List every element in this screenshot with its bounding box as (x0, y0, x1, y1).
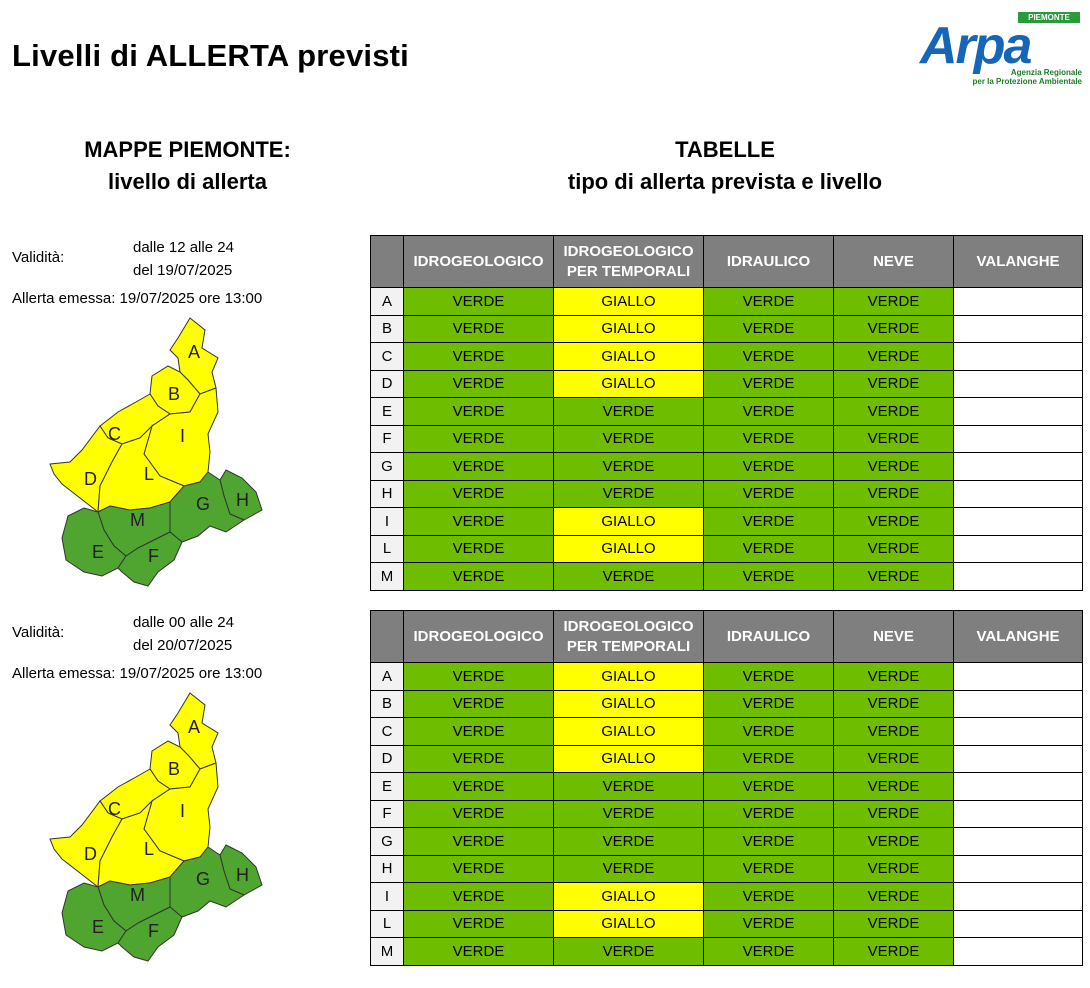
alert-level-cell: VERDE (404, 855, 554, 883)
alert-level-cell: VERDE (834, 453, 954, 481)
map-zone-label: A (188, 717, 201, 737)
alert-level-cell (954, 288, 1083, 316)
alert-level-cell (954, 773, 1083, 801)
alert-level-cell: VERDE (404, 773, 554, 801)
alert-level-cell (954, 910, 1083, 938)
alert-level-cell: VERDE (704, 508, 834, 536)
alert-level-cell (954, 480, 1083, 508)
alert-level-cell: VERDE (834, 883, 954, 911)
alert-level-cell: VERDE (404, 508, 554, 536)
map-zone-label: E (92, 542, 105, 562)
logo-tagline-1: Agenzia Regionale (1010, 68, 1082, 77)
logo-wordmark: Arpa (920, 17, 1031, 75)
alert-level-cell: VERDE (834, 828, 954, 856)
alert-level-cell: VERDE (704, 425, 834, 453)
zone-label: F (371, 425, 404, 453)
alert-level-cell: VERDE (404, 343, 554, 371)
zone-label: L (371, 910, 404, 938)
alert-level-cell: VERDE (404, 800, 554, 828)
map-zone-label: L (144, 464, 155, 484)
map-zone-label: I (180, 426, 186, 446)
alert-level-cell: GIALLO (554, 910, 704, 938)
piemonte-map-day1 (40, 310, 270, 590)
zone-label: A (371, 288, 404, 316)
validity-range-day2 (133, 611, 234, 657)
zone-label: H (371, 480, 404, 508)
table-row (371, 288, 1083, 316)
alert-level-cell: VERDE (834, 800, 954, 828)
logo-badge: PIEMONTE (1018, 12, 1080, 23)
map-zone-label: A (188, 342, 201, 362)
zone-label: E (371, 773, 404, 801)
alert-level-cell: VERDE (834, 910, 954, 938)
alert-level-cell: VERDE (704, 288, 834, 316)
table-row (371, 855, 1083, 883)
alert-level-cell (954, 343, 1083, 371)
alert-level-cell: VERDE (834, 425, 954, 453)
zone-label: D (371, 745, 404, 773)
alert-level-cell: GIALLO (554, 315, 704, 343)
alert-level-cell: VERDE (554, 938, 704, 966)
alert-level-cell (954, 883, 1083, 911)
table-row (371, 508, 1083, 536)
alert-level-cell: VERDE (404, 718, 554, 746)
map-zone-label: G (196, 869, 211, 889)
map-zone-label: D (84, 844, 97, 864)
table-row (371, 663, 1083, 691)
alert-level-cell: VERDE (704, 563, 834, 591)
alert-level-cell: VERDE (554, 800, 704, 828)
alert-level-cell: VERDE (704, 718, 834, 746)
zone-label: F (371, 800, 404, 828)
zone-label: L (371, 535, 404, 563)
map-zone-label: D (84, 469, 97, 489)
zone-label: C (371, 718, 404, 746)
page-title: Livelli di ALLERTA previsti (12, 38, 409, 73)
tables-header-line2: tipo di allerta prevista e livello (567, 169, 883, 194)
maps-header-line2: livello di allerta (108, 169, 267, 194)
alert-level-cell: VERDE (554, 563, 704, 591)
alert-level-cell (954, 690, 1083, 718)
alert-level-cell: VERDE (834, 508, 954, 536)
alert-level-cell: GIALLO (554, 535, 704, 563)
alert-level-cell: VERDE (554, 480, 704, 508)
column-header: NEVE (834, 611, 954, 663)
alert-level-cell: VERDE (704, 370, 834, 398)
table-row (371, 370, 1083, 398)
map-zone-label: C (108, 799, 121, 819)
alert-level-cell: VERDE (404, 828, 554, 856)
alert-level-cell (954, 938, 1083, 966)
zone-label: I (371, 508, 404, 536)
column-header: NEVE (834, 236, 954, 288)
alert-level-cell: VERDE (704, 828, 834, 856)
alert-level-cell: GIALLO (554, 343, 704, 371)
alert-level-cell (954, 370, 1083, 398)
alert-level-cell (954, 563, 1083, 591)
alert-level-cell: VERDE (404, 453, 554, 481)
zone-label: E (371, 398, 404, 426)
map-zone-label: L (144, 839, 155, 859)
alert-level-cell: GIALLO (554, 288, 704, 316)
alert-level-cell: VERDE (834, 938, 954, 966)
column-header: IDROGEOLOGICO (404, 611, 554, 663)
emitted-day2: Allerta emessa: 19/07/2025 ore 13:00 (12, 665, 263, 682)
alert-level-cell: VERDE (554, 855, 704, 883)
alert-level-cell: VERDE (404, 663, 554, 691)
alert-level-cell: VERDE (404, 938, 554, 966)
table-row (371, 315, 1083, 343)
zone-label: I (371, 883, 404, 911)
alert-level-cell: GIALLO (554, 883, 704, 911)
map-zone-label: M (130, 885, 145, 905)
column-header: IDROGEOLOGICO PER TEMPORALI (554, 611, 704, 663)
alert-level-cell (954, 398, 1083, 426)
table-row (371, 800, 1083, 828)
column-header: IDROGEOLOGICO PER TEMPORALI (554, 236, 704, 288)
table-row (371, 398, 1083, 426)
map-zone-label: G (196, 494, 211, 514)
table-row (371, 773, 1083, 801)
zone-label: M (371, 938, 404, 966)
alert-level-cell: VERDE (834, 855, 954, 883)
alert-level-cell: VERDE (404, 288, 554, 316)
alert-level-cell: VERDE (704, 800, 834, 828)
alert-level-cell: GIALLO (554, 508, 704, 536)
validity-line1-day2: dalle 00 alle 24 (133, 614, 234, 631)
alert-table-day2 (370, 610, 1083, 966)
alert-level-cell: VERDE (704, 343, 834, 371)
zone-label: A (371, 663, 404, 691)
alert-level-cell: VERDE (704, 855, 834, 883)
column-header: IDROGEOLOGICO (404, 236, 554, 288)
alert-level-cell: VERDE (834, 480, 954, 508)
alert-level-cell: VERDE (834, 718, 954, 746)
zone-label: G (371, 453, 404, 481)
column-header: VALANGHE (954, 236, 1083, 288)
tables-header (420, 134, 1030, 198)
map-zone-label: H (236, 865, 249, 885)
alert-level-cell: VERDE (704, 883, 834, 911)
alert-level-cell: VERDE (404, 563, 554, 591)
alert-level-cell: VERDE (704, 315, 834, 343)
column-header: IDRAULICO (704, 611, 834, 663)
map-zone-label: M (130, 510, 145, 530)
alert-level-cell: VERDE (704, 910, 834, 938)
alert-level-cell: VERDE (834, 288, 954, 316)
alert-level-cell: GIALLO (554, 690, 704, 718)
column-header: IDRAULICO (704, 236, 834, 288)
table-row (371, 690, 1083, 718)
alert-level-cell: VERDE (554, 453, 704, 481)
column-header: VALANGHE (954, 611, 1083, 663)
table-row (371, 343, 1083, 371)
map-zone-label: C (108, 424, 121, 444)
alert-level-cell (954, 663, 1083, 691)
map-zone-label: E (92, 917, 105, 937)
validity-line2-day1: del 19/07/2025 (133, 262, 233, 279)
zone-label: G (371, 828, 404, 856)
zone-label: B (371, 690, 404, 718)
validity-label-day1: Validità: (12, 249, 65, 266)
table-row (371, 563, 1083, 591)
zone-label: H (371, 855, 404, 883)
zone-header-cell (371, 236, 404, 288)
alert-level-cell: VERDE (704, 535, 834, 563)
alert-level-cell: VERDE (834, 563, 954, 591)
validity-label-day2: Validità: (12, 624, 65, 641)
validity-range-day1 (133, 236, 234, 282)
map-zone-label: H (236, 490, 249, 510)
map-zone-label: F (148, 921, 159, 941)
alert-level-cell (954, 828, 1083, 856)
maps-header (30, 134, 345, 198)
logo-tagline-2: per la Protezione Ambientale (972, 77, 1082, 86)
alert-table-day1 (370, 235, 1083, 591)
alert-level-cell: GIALLO (554, 745, 704, 773)
map-zone-label: I (180, 801, 186, 821)
piemonte-map-day2 (40, 685, 270, 965)
table-row (371, 938, 1083, 966)
maps-header-line1: MAPPE PIEMONTE: (84, 137, 291, 162)
alert-level-cell: VERDE (554, 773, 704, 801)
alert-level-cell: GIALLO (554, 370, 704, 398)
alert-level-cell: VERDE (704, 938, 834, 966)
alert-level-cell: VERDE (704, 745, 834, 773)
alert-level-cell: VERDE (704, 690, 834, 718)
alert-level-cell: VERDE (404, 910, 554, 938)
validity-line1-day1: dalle 12 alle 24 (133, 239, 234, 256)
alert-level-cell: VERDE (834, 315, 954, 343)
alert-level-cell (954, 453, 1083, 481)
alert-level-cell: VERDE (834, 370, 954, 398)
alert-level-cell: VERDE (404, 425, 554, 453)
alert-level-cell (954, 508, 1083, 536)
zone-label: M (371, 563, 404, 591)
table-row (371, 453, 1083, 481)
zone-label: D (371, 370, 404, 398)
table-row (371, 883, 1083, 911)
alert-level-cell: VERDE (834, 745, 954, 773)
alert-level-cell: GIALLO (554, 663, 704, 691)
alert-level-cell: VERDE (404, 480, 554, 508)
alert-level-cell: VERDE (704, 480, 834, 508)
zone-header-cell (371, 611, 404, 663)
alert-level-cell: VERDE (704, 663, 834, 691)
alert-level-cell: VERDE (404, 883, 554, 911)
tables-header-line1: TABELLE (675, 137, 775, 162)
alert-level-cell: VERDE (404, 535, 554, 563)
zone-label: B (371, 315, 404, 343)
alert-level-cell: VERDE (704, 773, 834, 801)
table-row (371, 480, 1083, 508)
arpa-logo (920, 10, 1084, 88)
alert-level-cell: VERDE (834, 398, 954, 426)
alert-level-cell (954, 745, 1083, 773)
alert-level-cell: VERDE (834, 773, 954, 801)
alert-level-cell (954, 800, 1083, 828)
alert-level-cell: VERDE (404, 398, 554, 426)
alert-level-cell: VERDE (404, 370, 554, 398)
table-row (371, 425, 1083, 453)
alert-level-cell (954, 315, 1083, 343)
table-row (371, 745, 1083, 773)
alert-level-cell: VERDE (834, 343, 954, 371)
map-zone-label: B (168, 384, 181, 404)
alert-level-cell (954, 535, 1083, 563)
zone-label: C (371, 343, 404, 371)
table-row (371, 535, 1083, 563)
alert-level-cell: GIALLO (554, 718, 704, 746)
table-row (371, 718, 1083, 746)
alert-level-cell: VERDE (834, 690, 954, 718)
table-row (371, 910, 1083, 938)
validity-line2-day2: del 20/07/2025 (133, 637, 233, 654)
alert-level-cell: VERDE (834, 663, 954, 691)
alert-level-cell: VERDE (704, 453, 834, 481)
table-row (371, 828, 1083, 856)
alert-level-cell: VERDE (404, 745, 554, 773)
map-zone-label: F (148, 546, 159, 566)
emitted-day1: Allerta emessa: 19/07/2025 ore 13:00 (12, 290, 263, 307)
alert-level-cell (954, 855, 1083, 883)
alert-level-cell: VERDE (704, 398, 834, 426)
alert-level-cell: VERDE (554, 425, 704, 453)
alert-level-cell (954, 718, 1083, 746)
alert-level-cell: VERDE (404, 690, 554, 718)
alert-level-cell: VERDE (554, 828, 704, 856)
alert-level-cell: VERDE (834, 535, 954, 563)
alert-level-cell: VERDE (554, 398, 704, 426)
alert-level-cell (954, 425, 1083, 453)
map-zone-label: B (168, 759, 181, 779)
alert-level-cell: VERDE (404, 315, 554, 343)
